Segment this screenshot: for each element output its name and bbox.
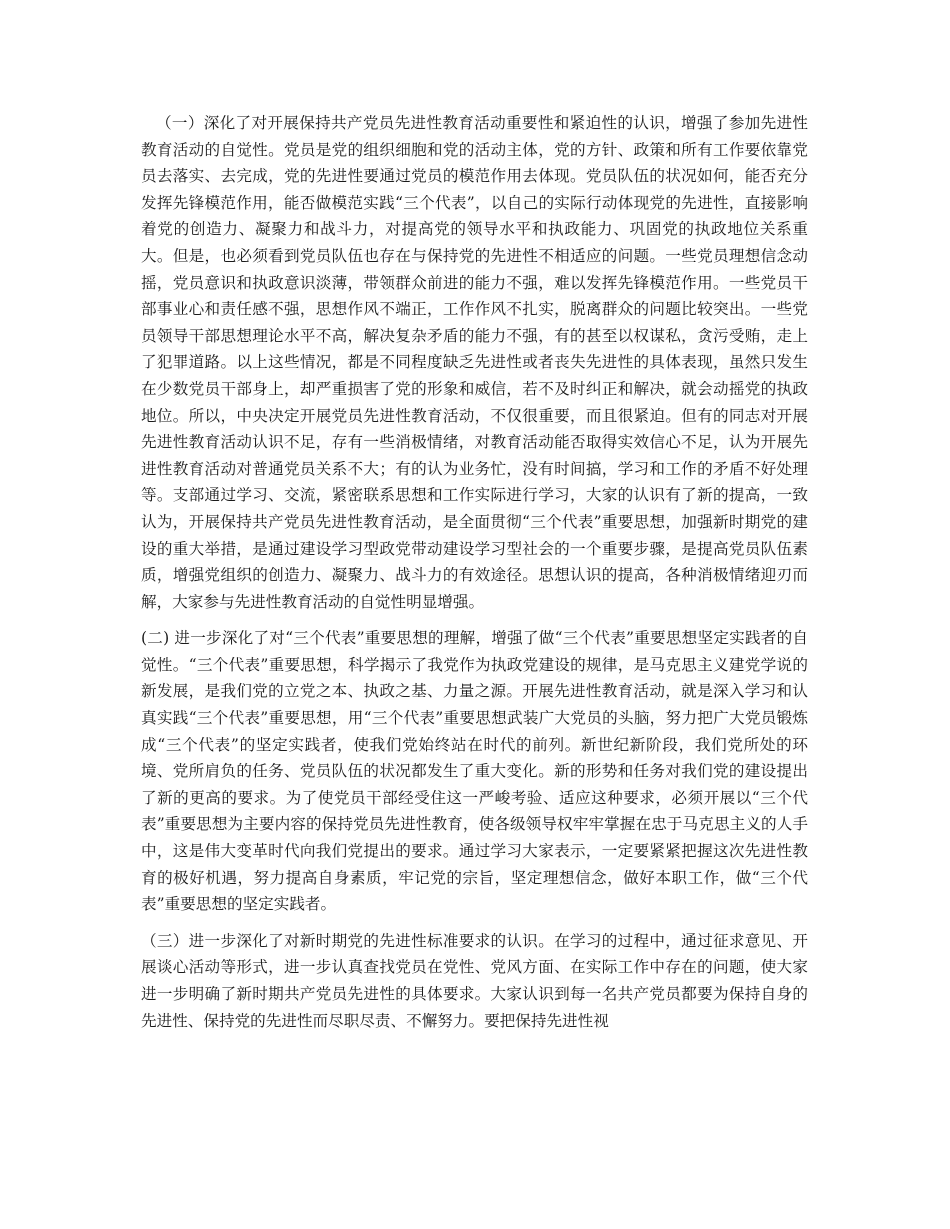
- paragraph-2: (二) 进一步深化了对“三个代表”重要思想的理解，增强了做“三个代表”重要思想坚定实践者的自觉性。“三个代表”重要思想，科学揭示了我党作为执政党建设的规律，是马克思主义建党学说的新发展，是我们党的立党之本、执政之基、力量之源。开展先进性教育活动，就是深入学习和认真实践“三个代表”重要思想，用“三个代表”重要思想武装广大党员的头脑，努力把广大党员锻炼成“三个代表”的坚定实践者，使我们党始终站在时代的前列。新世纪新阶段，我们党所处的环境、党所肩负的任务、党员队伍的状况都发生了重大变化。新的形势和任务对我们党的建设提出了新的更高的要求。为了使党员干部经受住这一严峻考验、适应这种要求，必须开展以“三个代表”重要思想为主要内容的保持党员先进性教育，使各级领导权牢牢掌握在忠于马克思主义的人手中，这是伟大变革时代向我们党提出的要求。通过学习大家表示，一定要紧紧把握这次先进性教育的极好机遇，努力提高自身素质，牢记党的宗旨，坚定理想信念，做好本职工作，做“三个代表”重要思想的坚定实践者。: [141, 629, 808, 914]
- paragraph-3: （三）进一步深化了对新时期党的先进性标准要求的认识。在学习的过程中，通过征求意见、开展谈心活动等形式，进一步认真查找党员在党性、党风方面、在实际工作中存在的问题，使大家进一步明确了新时期共产党员先进性的具体要求。大家认识到每一名共产党员都要为保持自身的先进性、保持党的先进性而尽职尽责、不懈努力。要把保持先进性视: [141, 931, 808, 1030]
- document-body: [141, 110, 808, 1034]
- paragraph-1: （一）深化了对开展保持共产党员先进性教育活动重要性和紧迫性的认识，增强了参加先进性教育活动的自觉性。党员是党的组织细胞和党的活动主体，党的方针、政策和所有工作要依靠党员去落实、去完成，党的先进性要通过党员的模范作用去体现。党员队伍的状况如何，能否充分发挥先锋模范作用，能否做模范实践“三个代表”，以自己的实际行动体现党的先进性，直接影响着党的创造力、凝聚力和战斗力，对提高党的领导水平和执政能力、巩固党的执政地位关系重大。但是，也必须看到党员队伍也存在与保持党的先进性不相适应的问题。一些党员理想信念动摇，党员意识和执政意识淡薄，带领群众前进的能力不强，难以发挥先锋模范作用。一些党员干部事业心和责任感不强，思想作风不端正，工作作风不扎实，脱离群众的问题比较突出。一些党员领导干部思想理论水平不高，解决复杂矛盾的能力不强，有的甚至以权谋私，贪污受贿，走上了犯罪道路。以上这些情况，都是不同程度缺乏先进性或者丧失先进性的具体表现，虽然只发生在少数党员干部身上，却严重损害了党的形象和威信，若不及时纠正和解决，就会动摇党的执政地位。所以，中央决定开展党员先进性教育活动，不仅很重要，而且很紧迫。但有的同志对开展先进性教育活动认识不足，存有一些消极情绪，对教育活动能否取得实效信心不足，认为开展先进性教育活动对普通党员关系不大；有的认为业务忙，没有时间搞，学习和工作的矛盾不好处理等。支部通过学习、交流，紧密联系思想和工作实际进行学习，大家的认识有了新的提高，一致认为，开展保持共产党员先进性教育活动，是全面贯彻“三个代表”重要思想，加强新时期党的建设的重大举措，是通过建设学习型政党带动建设学习型社会的一个重要步骤，是提高党员队伍素质，增强党组织的创造力、凝聚力、战斗力的有效途径。思想认识的提高，各种消极情绪迎刃而解，大家参与先进性教育活动的自觉性明显增强。: [141, 114, 808, 611]
